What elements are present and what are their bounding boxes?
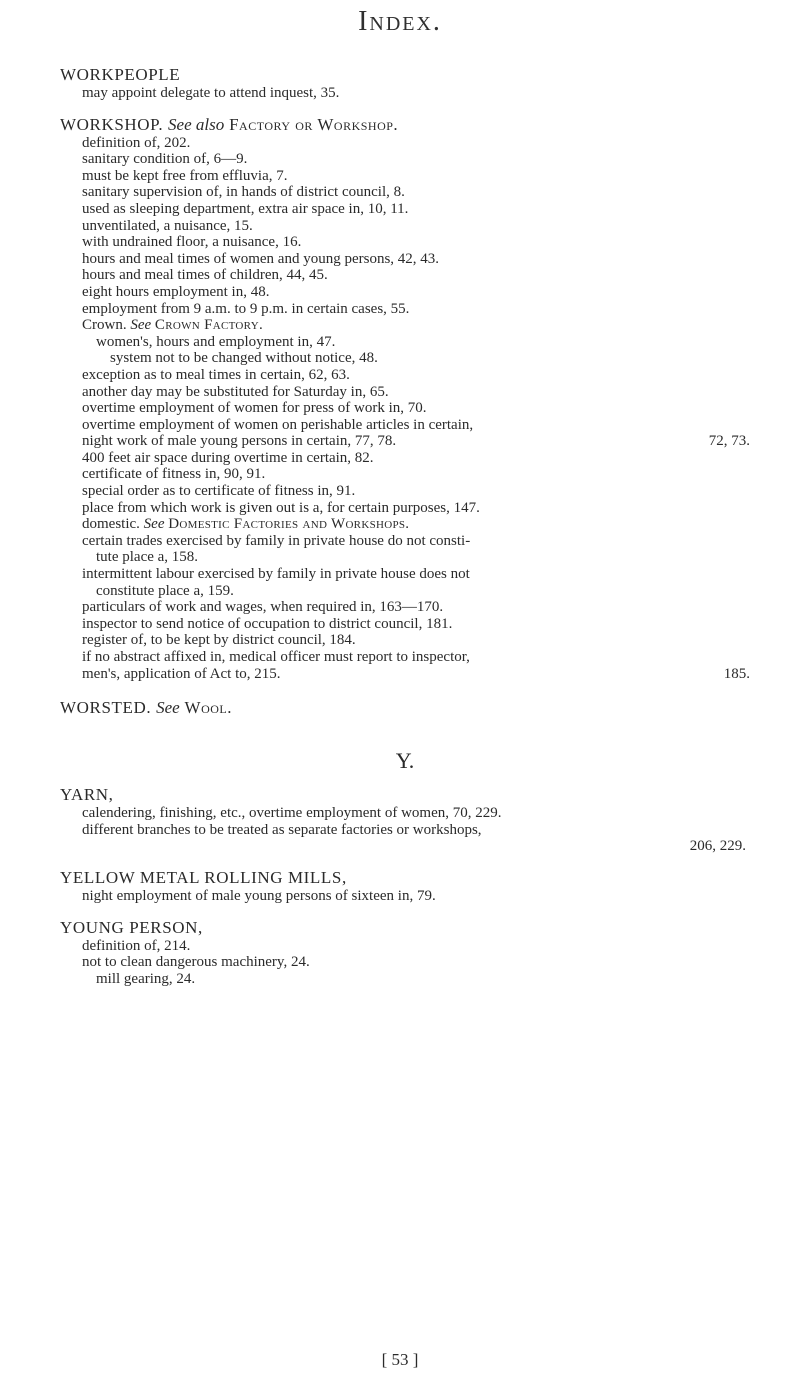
sub-entry: certain trades exercised by family in private house do not consti- bbox=[82, 532, 471, 549]
cross-reference: Factory or Workshop. bbox=[229, 114, 399, 134]
sub-entry: eight hours employment in, 48. bbox=[82, 283, 270, 300]
page-title: Index. bbox=[358, 6, 442, 37]
see-also-label: See also bbox=[168, 114, 225, 134]
cross-reference: Wool. bbox=[184, 698, 232, 718]
entry-workshop bbox=[60, 114, 750, 683]
sub-entry-mens bbox=[60, 666, 750, 683]
sub-entry: overtime employment of women on perishable articles in certain, bbox=[82, 416, 474, 433]
sub-entry: hours and meal times of women and young persons, 42, 43. bbox=[82, 250, 440, 267]
sub-entry-text: domestic. bbox=[82, 516, 140, 533]
sub-entry-text: men's, application of Act to, 215. bbox=[82, 665, 281, 682]
page-reference: 185. bbox=[723, 665, 750, 682]
sub-entry-crown bbox=[60, 317, 750, 334]
sub-entry: women's, hours and employment in, 47. bbox=[96, 333, 336, 350]
entry-yarn bbox=[60, 784, 750, 855]
index-content bbox=[60, 64, 750, 999]
entry-heading bbox=[60, 697, 750, 718]
sub-entry: night employment of male young persons of sixteen in, 79. bbox=[82, 887, 436, 904]
sub-entry: special order as to certificate of fitness in, 91. bbox=[82, 483, 356, 500]
sub-entry: particulars of work and wages, when required in, 163—170. bbox=[82, 599, 444, 616]
entry-heading: YARN, bbox=[60, 785, 114, 805]
sub-entry: inspector to send notice of occupation to district council, 181. bbox=[82, 615, 453, 632]
entry-workpeople bbox=[60, 64, 750, 102]
entry-heading-text: WORSTED. bbox=[60, 698, 152, 718]
sub-entry: system not to be changed without notice, 48. bbox=[110, 350, 378, 367]
entry-heading: WORKPEOPLE bbox=[60, 65, 181, 84]
sub-entry-continuation: constitute place a, 159. bbox=[96, 582, 234, 599]
sub-entry: mill gearing, 24. bbox=[96, 970, 196, 987]
entry-heading: YOUNG PERSON, bbox=[60, 917, 203, 937]
sub-entry: different branches to be treated as separate factories or workshops, bbox=[82, 821, 482, 838]
page-number: [ 53 ] bbox=[381, 1350, 419, 1369]
sub-entry-night-work bbox=[60, 433, 750, 450]
sub-entry: exception as to meal times in certain, 62, 63. bbox=[82, 366, 350, 383]
entry-yellow-metal bbox=[60, 867, 750, 905]
sub-entry: may appoint delegate to attend inquest, 35. bbox=[82, 85, 340, 101]
entry-heading bbox=[60, 114, 750, 135]
sub-entry: another day may be substituted for Saturday in, 65. bbox=[82, 383, 389, 400]
sub-entry: must be kept free from effluvia, 7. bbox=[82, 167, 288, 184]
sub-entry: overtime employment of women for press of work in, 70. bbox=[82, 400, 427, 417]
sub-entry-continuation: tute place a, 158. bbox=[96, 549, 199, 566]
see-label: See bbox=[156, 698, 180, 718]
entry-heading-text: WORKSHOP. bbox=[60, 114, 164, 134]
section-letter: Y. bbox=[395, 748, 415, 774]
cross-reference: Crown Factory. bbox=[154, 317, 263, 334]
sub-entry: intermittent labour exercised by family in private house does not bbox=[82, 566, 470, 583]
entry-worsted bbox=[60, 697, 750, 718]
sub-entry: used as sleeping department, extra air space in, 10, 11. bbox=[82, 200, 409, 217]
sub-entry-domestic bbox=[60, 516, 750, 533]
cross-reference: Domestic Factories and Workshops. bbox=[168, 516, 410, 533]
entry-young-person bbox=[60, 917, 750, 988]
sub-entry: place from which work is given out is a, for certain purposes, 147. bbox=[82, 499, 480, 516]
sub-entry: hours and meal times of children, 44, 45. bbox=[82, 267, 328, 284]
sub-entry: if no abstract affixed in, medical officer must report to inspector, bbox=[82, 649, 470, 665]
sub-entry-text: night work of male young persons in certain, 77, 78. bbox=[82, 433, 397, 450]
sub-entry-ref-line bbox=[60, 838, 750, 855]
sub-entry: certificate of fitness in, 90, 91. bbox=[82, 466, 266, 483]
sub-entry: sanitary condition of, 6—9. bbox=[82, 151, 248, 168]
sub-entry: calendering, finishing, etc., overtime employment of women, 70, 229. bbox=[82, 805, 502, 822]
page-reference: 72, 73. bbox=[708, 433, 750, 450]
sub-entry: employment from 9 a.m. to 9 p.m. in certain cases, 55. bbox=[82, 300, 410, 317]
sub-entry: unventilated, a nuisance, 15. bbox=[82, 217, 253, 234]
sub-entry-text: Crown. bbox=[82, 317, 127, 334]
sub-entry: definition of, 202. bbox=[82, 134, 191, 151]
sub-entry: 400 feet air space during overtime in certain, 82. bbox=[82, 449, 374, 466]
sub-entry: register of, to be kept by district council, 184. bbox=[82, 632, 356, 649]
see-label: See bbox=[143, 516, 165, 533]
sub-entry: sanitary supervision of, in hands of district council, 8. bbox=[82, 184, 405, 201]
see-label: See bbox=[130, 317, 152, 334]
sub-entry: not to clean dangerous machinery, 24. bbox=[82, 954, 310, 971]
sub-entry: with undrained floor, a nuisance, 16. bbox=[82, 234, 302, 251]
page-reference: 206, 229. bbox=[689, 838, 746, 855]
sub-entry: definition of, 214. bbox=[82, 937, 191, 954]
entry-heading: YELLOW METAL ROLLING MILLS, bbox=[60, 867, 347, 887]
